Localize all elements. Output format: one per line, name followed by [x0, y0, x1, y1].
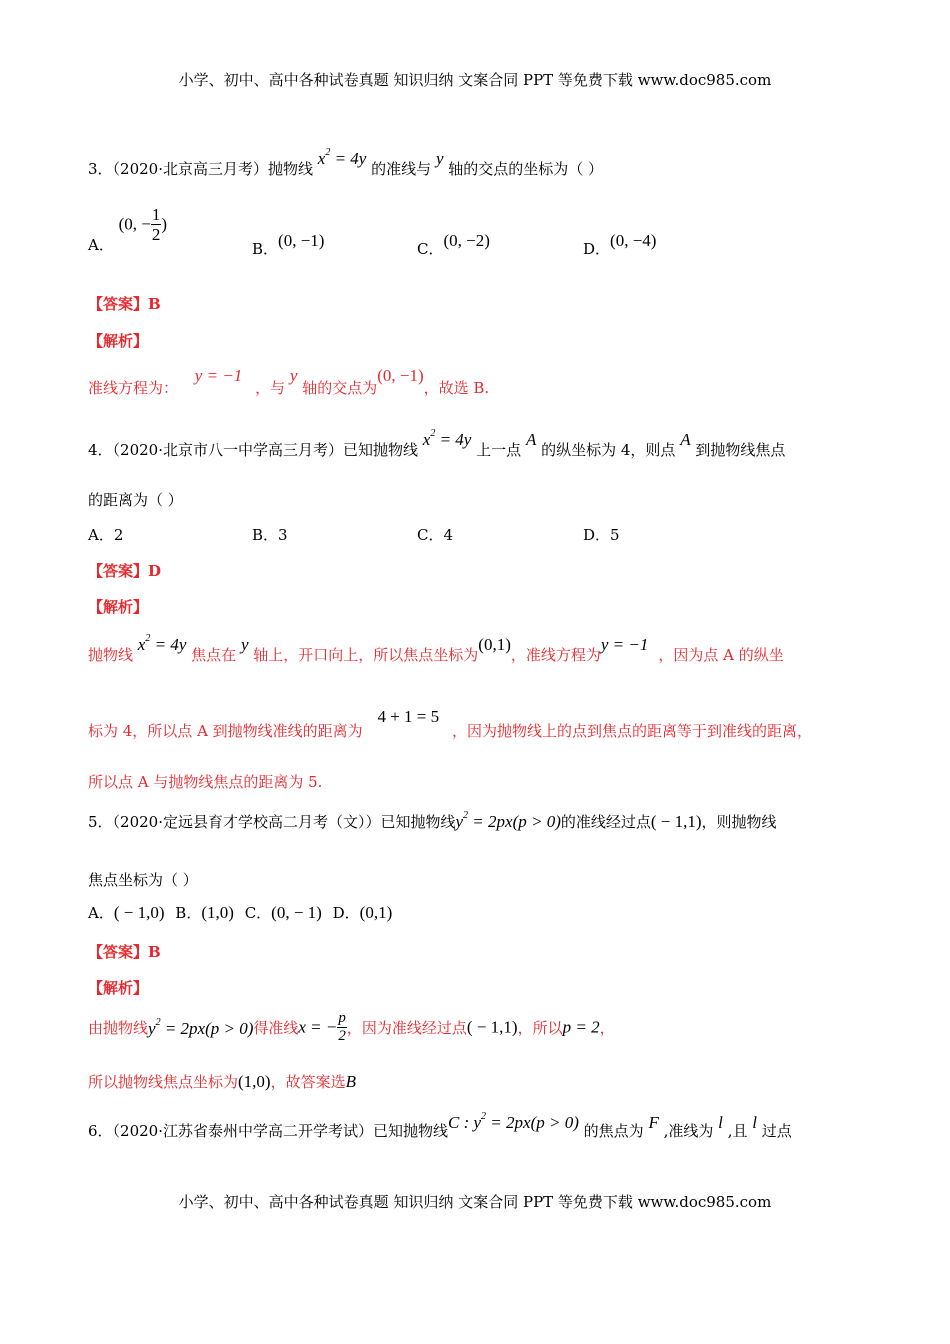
q3-option-a: A． (0, − $\frac{1}{2}$ )	[88, 205, 168, 254]
page-footer: 小学、初中、高中各种试卷真题 知识归纳 文案合同 PPT 等免费下载 www.doc985.com	[178, 1193, 772, 1211]
question-5-line2: 焦点坐标为（ ）	[88, 871, 198, 889]
q4-option-a: A．2	[88, 526, 124, 544]
equation: $y^2 = 2px(p > 0)$	[455, 810, 561, 831]
question-source: （2020·北京高三月考）抛物线	[112, 160, 313, 178]
q4-option-b: B．3	[252, 526, 288, 544]
q3-answer: 【答案】B	[88, 295, 161, 313]
question-5: 5．（2020·定远县育才学校高二月考（文））已知抛物线$y^2 = 2px(p > 0)$的准线经过点( − 1,1)，则抛物线	[88, 810, 777, 831]
q5-option-b: B．(1,0)	[175, 903, 234, 922]
fraction: $\frac{1}{2}$	[151, 205, 161, 244]
q3-option-c: C．(0, −2)	[417, 231, 490, 258]
q4-solution-line2: 标为 4，所以点 A 到抛物线准线的距离为 4 + 1 = 5 ，因为抛物线上的点到焦点的距离等于到准线的距离，	[88, 707, 812, 740]
q4-solution-line3: 所以点 A 与抛物线焦点的距离为 5.	[88, 773, 323, 791]
fraction: $\frac{p}{2}$	[338, 1010, 346, 1044]
q4-answer: 【答案】D	[88, 562, 162, 580]
q5-solution-line1: 由抛物线$y^2 = 2px(p > 0)$得准线x = − $\frac{p}{2}$ ，因为准线经过点( − 1,1)，所以p = 2，	[88, 1010, 615, 1044]
question-4: 4．（2020·北京市八一中学高三月考）已知抛物线 $x^2 = 4y$ 上一点 A 的纵坐标为 4，则点 A 到抛物线焦点	[88, 428, 786, 459]
q4-option-c: C．4	[417, 526, 454, 544]
question-4-line2: 的距离为（ ）	[88, 491, 183, 509]
q5-options	[88, 902, 392, 923]
q4-analysis-label: 【解析】	[88, 598, 149, 616]
q3-option-d: D．(0, −4)	[583, 231, 657, 258]
q3-solution: 准线方程为： y = −1 ，与 y 轴的交点为(0, −1)，故选 B.	[88, 366, 490, 397]
equation: $y^2 = 2px(p > 0)$	[148, 1016, 254, 1038]
q5-analysis-label: 【解析】	[88, 979, 149, 997]
question-3	[88, 147, 604, 179]
q5-option-a: A．( − 1,0)	[88, 903, 165, 922]
equation: C : $y^2 = 2px(p > 0)$	[448, 1111, 579, 1132]
q4-solution-line1: 抛物线 $x^2 = 4y$ 焦点在 y 轴上，开口向上，所以焦点坐标为(0,1)，准线方程为y = −1，因为点 A 的纵坐	[88, 633, 784, 664]
q3-option-b: B．(0, −1)	[252, 231, 325, 258]
equation: $x^2 = 4y$	[317, 147, 367, 168]
q5-solution-line2: 所以抛物线焦点坐标为(1,0)，故答案选B	[88, 1072, 356, 1091]
question-text: 轴的交点的坐标为（ ）	[448, 160, 604, 178]
variable-y: y	[435, 149, 444, 168]
q5-answer: 【答案】B	[88, 943, 161, 961]
question-text: 的准线与	[371, 160, 432, 178]
q3-analysis-label: 【解析】	[88, 332, 149, 350]
question-6: 6．（2020·江苏省泰州中学高二开学考试）已知抛物线C : $y^2 = 2px(p > 0)$ 的焦点为 F ,准线为 l ,且 l 过点	[88, 1111, 792, 1140]
page-header: 小学、初中、高中各种试卷真题 知识归纳 文案合同 PPT 等免费下载 www.doc985.com	[178, 71, 772, 89]
q5-option-c: C．(0, − 1)	[244, 903, 322, 922]
q4-option-d: D．5	[583, 526, 620, 544]
q5-option-d: D．(0,1)	[332, 903, 393, 922]
equation: $x^2 = 4y$	[137, 633, 187, 654]
equation: $x^2 = 4y$	[422, 428, 472, 449]
question-number: 3．	[88, 160, 113, 178]
